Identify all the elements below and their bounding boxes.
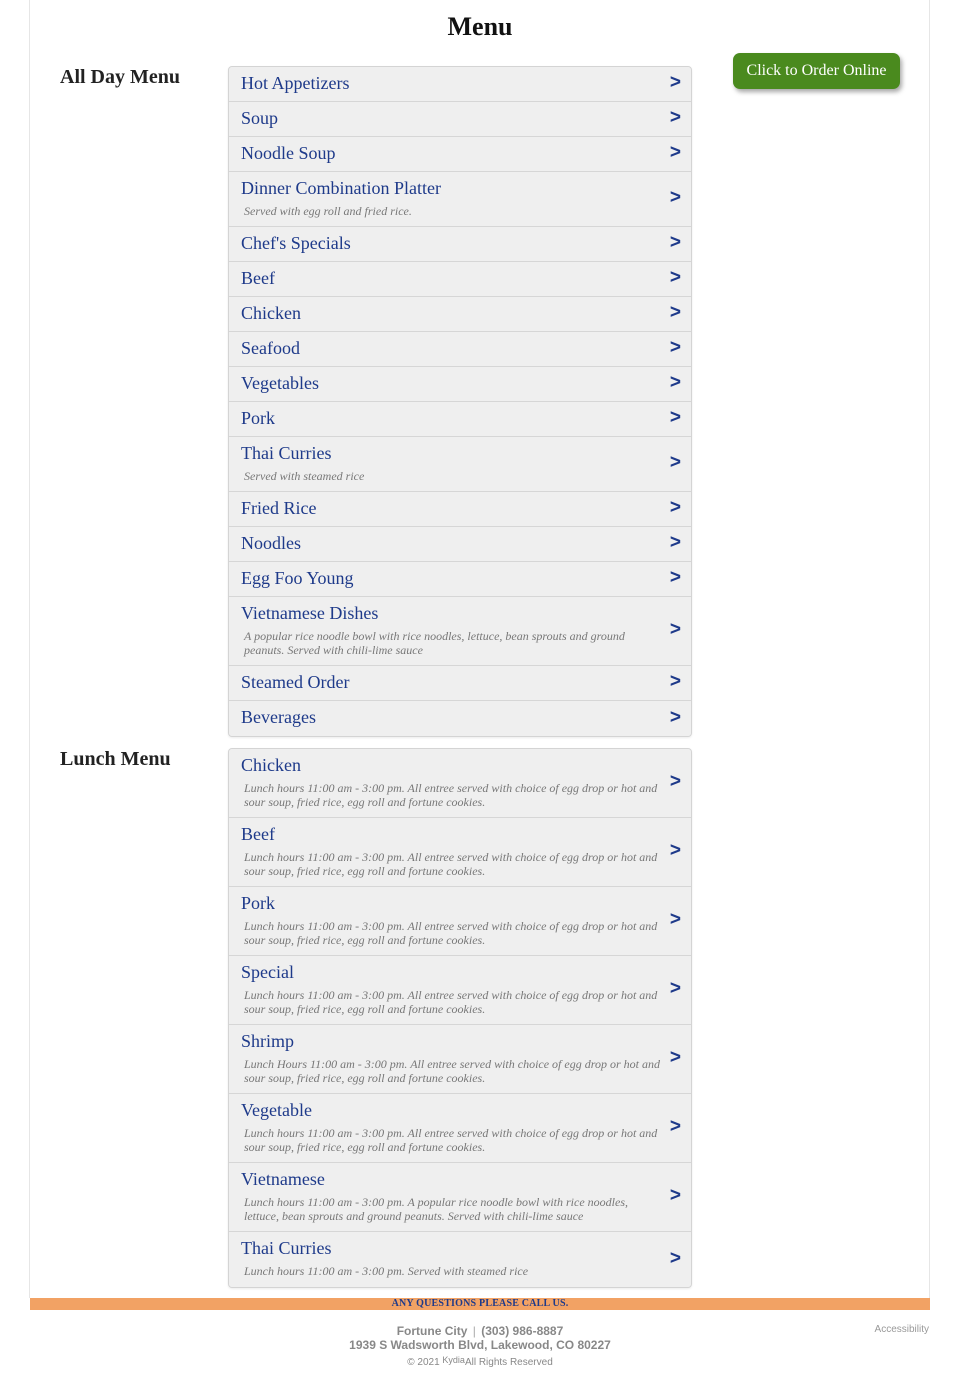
chevron-right-icon: >: [669, 141, 681, 163]
accessibility-link[interactable]: Accessibility: [874, 1324, 929, 1335]
category-description: Lunch hours 11:00 am - 3:00 pm. All entree served with choice of egg drop or hot and sour soup, fried rice, egg roll and fortune cookies.: [244, 781, 658, 809]
lunch-category-row[interactable]: [229, 818, 691, 887]
category-description: Lunch Hours 11:00 am - 3:00 pm. All entree served with choice of egg drop or hot and sour soup, fried rice, egg roll and fortune cookies.: [244, 1057, 660, 1085]
category-name: Chef's Specials: [241, 233, 351, 253]
chevron-right-icon: >: [669, 670, 681, 692]
category-description: Lunch hours 11:00 am - 3:00 pm. All entree served with choice of egg drop or hot and sour soup, fried rice, egg roll and fortune cookies.: [244, 988, 658, 1016]
category-description: Served with egg roll and fried rice.: [244, 204, 412, 218]
all-day-category-row[interactable]: [229, 262, 691, 297]
all-day-category-row[interactable]: [229, 102, 691, 137]
category-description: A popular rice noodle bowl with rice noodles, lettuce, bean sprouts and ground peanuts. Served with chili-lime sauce: [244, 629, 625, 657]
all-day-category-row[interactable]: [229, 701, 691, 736]
all-day-category-row[interactable]: [229, 297, 691, 332]
chevron-right-icon: >: [669, 770, 681, 792]
chevron-right-icon: >: [669, 977, 681, 999]
lunch-menu-title: Lunch Menu: [60, 748, 171, 770]
footer-separator: |: [472, 1324, 476, 1338]
lunch-menu-list: [228, 748, 692, 1288]
all-day-menu-list: [228, 66, 692, 737]
chevron-right-icon: >: [669, 566, 681, 588]
chevron-right-icon: >: [669, 531, 681, 553]
category-name: Vegetable: [241, 1100, 312, 1120]
all-day-category-row[interactable]: [229, 172, 691, 227]
copyright-text: © 2021: [407, 1357, 440, 1368]
all-day-category-row[interactable]: [229, 402, 691, 437]
category-name: Thai Curries: [241, 1238, 332, 1258]
chevron-right-icon: >: [669, 496, 681, 518]
lunch-category-row[interactable]: [229, 887, 691, 956]
page-title: Menu: [447, 12, 513, 41]
lunch-category-row[interactable]: [229, 1025, 691, 1094]
chevron-right-icon: >: [669, 336, 681, 358]
chevron-right-icon: >: [669, 706, 681, 728]
chevron-right-icon: >: [669, 1247, 681, 1269]
chevron-right-icon: >: [669, 908, 681, 930]
category-name: Seafood: [241, 338, 300, 358]
category-name: Beef: [241, 824, 275, 844]
all-day-category-row[interactable]: [229, 666, 691, 701]
chevron-right-icon: >: [669, 371, 681, 393]
chevron-right-icon: >: [669, 106, 681, 128]
chevron-right-icon: >: [669, 186, 681, 208]
category-name: Steamed Order: [241, 672, 350, 692]
lunch-category-row[interactable]: [229, 749, 691, 818]
all-day-category-row[interactable]: [229, 67, 691, 102]
all-day-menu-title: All Day Menu: [60, 66, 180, 88]
category-name: Noodles: [241, 533, 301, 553]
category-name: Pork: [241, 893, 276, 913]
all-day-category-row[interactable]: [229, 597, 691, 666]
category-name: Thai Curries: [241, 443, 332, 463]
all-day-category-row[interactable]: [229, 492, 691, 527]
all-day-category-row[interactable]: [229, 527, 691, 562]
footer-contact: [0, 1324, 960, 1338]
chevron-right-icon: >: [669, 618, 681, 640]
category-description: Lunch hours 11:00 am - 3:00 pm. A popular rice noodle bowl with rice noodles, lettuce, bean sprouts and ground peanuts. Served with chili-lime sauce: [244, 1195, 628, 1223]
category-name: Hot Appetizers: [241, 73, 350, 93]
category-name: Beverages: [241, 707, 316, 727]
category-name: Pork: [241, 408, 276, 428]
chevron-right-icon: >: [669, 451, 681, 473]
chevron-right-icon: >: [669, 839, 681, 861]
lunch-category-row[interactable]: [229, 956, 691, 1025]
lunch-category-row[interactable]: [229, 1232, 691, 1287]
chevron-right-icon: >: [669, 266, 681, 288]
chevron-right-icon: >: [669, 1184, 681, 1206]
category-name: Chicken: [241, 755, 301, 775]
chevron-right-icon: >: [669, 1046, 681, 1068]
category-name: Noodle Soup: [241, 143, 336, 163]
all-day-category-row[interactable]: [229, 437, 691, 492]
chevron-right-icon: >: [669, 406, 681, 428]
category-name: Chicken: [241, 303, 301, 323]
category-name: Dinner Combination Platter: [241, 178, 441, 198]
footer-address: 1939 S Wadsworth Blvd, Lakewood, CO 80227: [349, 1338, 611, 1352]
call-us-banner: ANY QUESTIONS PLEASE CALL US.: [30, 1298, 930, 1310]
phone-link[interactable]: (303) 986-8887: [481, 1324, 564, 1338]
category-name: Fried Rice: [241, 498, 317, 518]
all-day-category-row[interactable]: [229, 367, 691, 402]
category-description: Lunch hours 11:00 am - 3:00 pm. Served with steamed rice: [244, 1264, 529, 1278]
footer-copyright: [0, 1355, 960, 1368]
order-online-button[interactable]: Click to Order Online: [733, 53, 900, 89]
lunch-category-row[interactable]: [229, 1094, 691, 1163]
brand-link[interactable]: Kydia: [442, 1355, 465, 1365]
category-name: Vegetables: [241, 373, 319, 393]
category-description: Lunch hours 11:00 am - 3:00 pm. All entree served with choice of egg drop or hot and sour soup, fried rice, egg roll and fortune cookies.: [244, 1126, 658, 1154]
chevron-right-icon: >: [669, 71, 681, 93]
category-description: Lunch hours 11:00 am - 3:00 pm. All entree served with choice of egg drop or hot and sour soup, fried rice, egg roll and fortune cookies.: [244, 919, 658, 947]
category-name: Shrimp: [241, 1031, 295, 1051]
category-name: Vietnamese: [241, 1169, 325, 1189]
restaurant-name: Fortune City: [396, 1324, 468, 1338]
all-day-category-row[interactable]: [229, 137, 691, 172]
all-day-category-row[interactable]: [229, 332, 691, 367]
category-name: Beef: [241, 268, 275, 288]
category-name: Vietnamese Dishes: [241, 603, 379, 623]
chevron-right-icon: >: [669, 301, 681, 323]
all-day-category-row[interactable]: [229, 227, 691, 262]
rights-text: All Rights Reserved: [464, 1357, 553, 1368]
chevron-right-icon: >: [669, 231, 681, 253]
category-name: Egg Foo Young: [241, 568, 354, 588]
category-name: Special: [241, 962, 294, 982]
all-day-category-row[interactable]: [229, 562, 691, 597]
category-description: Served with steamed rice: [244, 469, 365, 483]
category-name: Soup: [241, 108, 279, 128]
category-description: Lunch hours 11:00 am - 3:00 pm. All entree served with choice of egg drop or hot and sour soup, fried rice, egg roll and fortune cookies.: [244, 850, 658, 878]
lunch-category-row[interactable]: [229, 1163, 691, 1232]
chevron-right-icon: >: [669, 1115, 681, 1137]
